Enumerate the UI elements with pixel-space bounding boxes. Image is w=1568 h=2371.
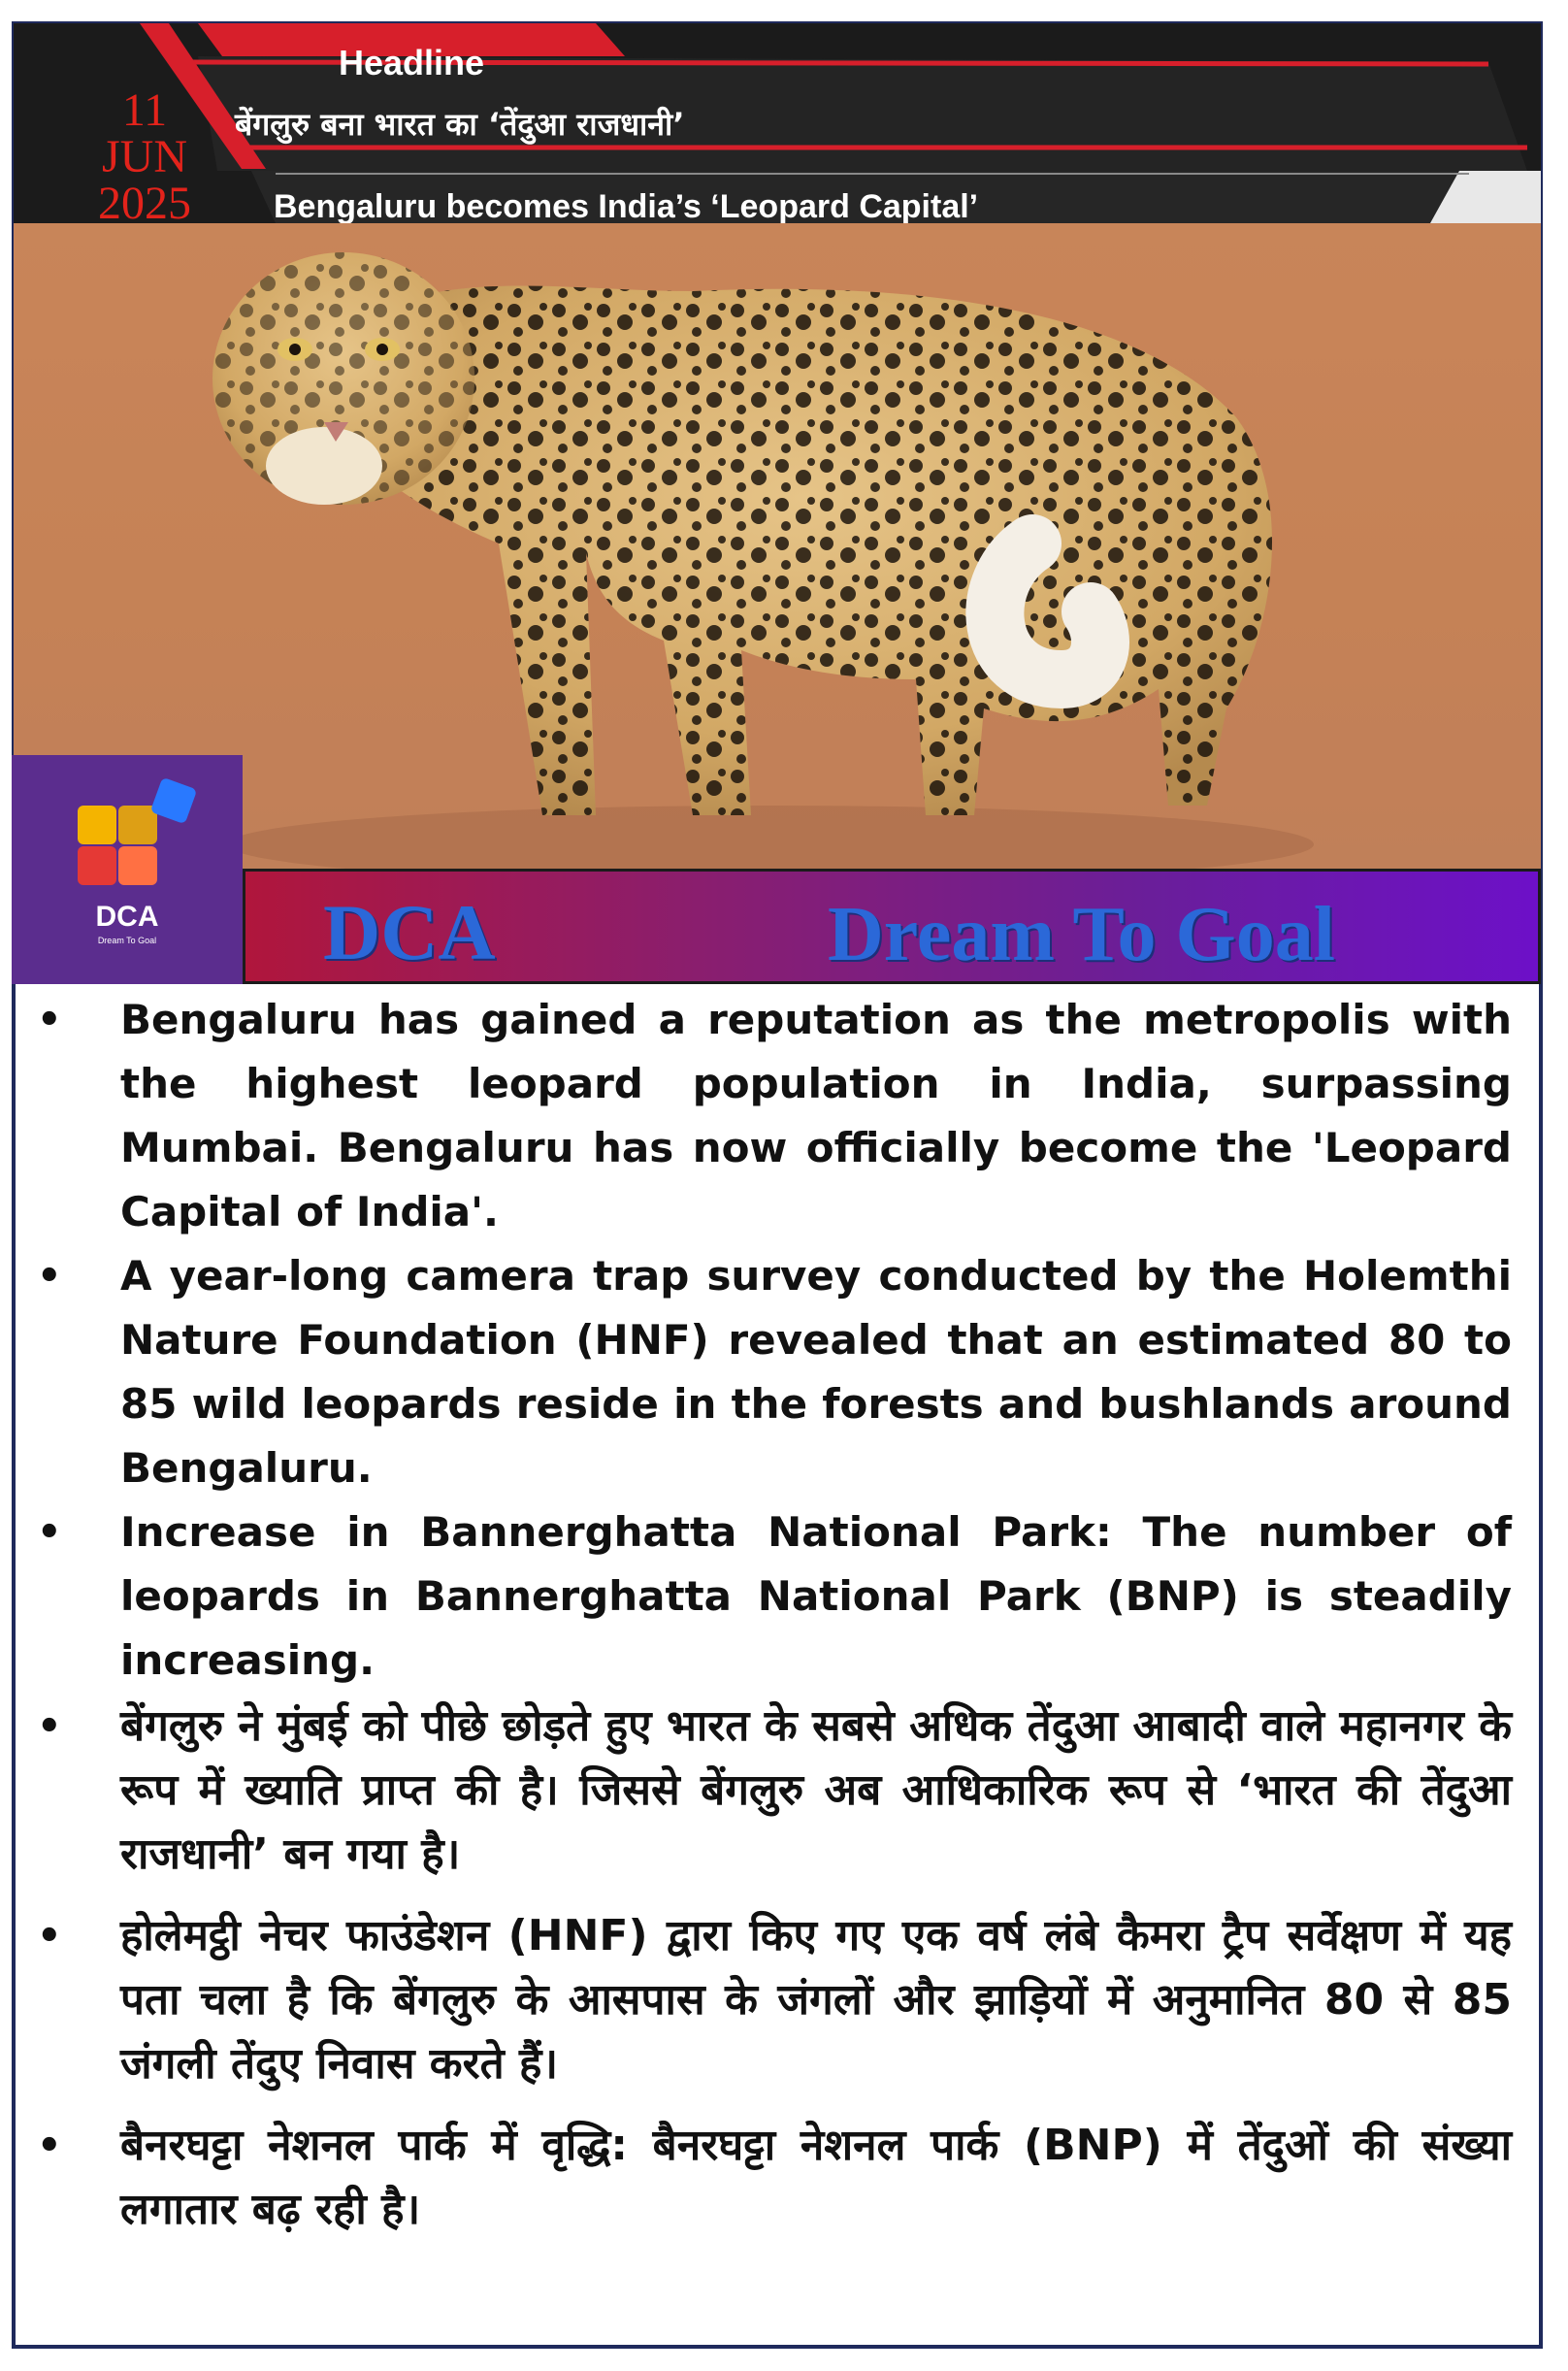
list-item: • A year-long camera trap survey conducted by the Holemthi Nature Foundation (HNF) revealed that an estimated 80 to 85 wild leopards reside in the forests and bushlands around Bengaluru. [27, 1244, 1512, 1500]
dca-logo-box [12, 755, 243, 984]
date-day: 11 [121, 84, 168, 136]
headline-english: Bengaluru becomes India’s ‘Leopard Capital’ [274, 188, 979, 223]
headline-hindi: बेंगलुरु बना भारत का ‘तेंदुआ राजधानी’ [235, 106, 685, 143]
date-year: 2025 [98, 178, 191, 223]
brand-bar [243, 869, 1541, 984]
bullet-icon: • [37, 998, 62, 1042]
list-item: • बेंगलुरु ने मुंबई को पीछे छोड़ते हुए भारत के सबसे अधिक तेंदुआ आबादी वाले महानगर के रूप में ख्याति प्राप्त की है। जिससे बेंगलुरु अब आधिकारिक रूप से ‘भारत की तेंदुआ राजधानी’ बन गया है। [27, 1695, 1512, 1887]
bullet-icon: • [37, 1254, 62, 1299]
key-points-list [27, 988, 1512, 2242]
brand-bar-slogan: Dream To Goal [828, 892, 1336, 977]
bullet-icon: • [37, 1510, 62, 1555]
headline-banner [14, 23, 1541, 223]
list-item: • होलेमट्ठी नेचर फाउंडेशन (HNF) द्वारा किए गए एक वर्ष लंबे कैमरा ट्रैप सर्वेक्षण में यह पता चला है कि बेंगलुरु के आसपास के जंगलों और झाड़ियों में अनुमानित 80 से 85 जंगली तेंदुए निवास करते हैं। [27, 1904, 1512, 2096]
puzzle-logo-icon [12, 755, 243, 901]
bullet-icon: • [37, 1914, 62, 1959]
leopard-illustration [14, 223, 1541, 869]
logo-text: DCA [95, 901, 159, 933]
brand-bar-dca: DCA [323, 888, 496, 976]
headline-tag: Headline [339, 43, 485, 82]
leopard-photo [14, 223, 1541, 869]
list-item: • बैनरघट्टा नेशनल पार्क में वृद्धि: बैनरघट्टा नेशनल पार्क (BNP) में तेंदुओं की संख्या लगातार बढ़ रही है। [27, 2114, 1512, 2242]
logo-subtitle: Dream To Goal [97, 936, 157, 945]
list-item: • Bengaluru has gained a reputation as the metropolis with the highest leopard population in India, surpassing Mumbai. Bengaluru has now officially become the 'Leopard Capital of India'. [27, 988, 1512, 1244]
bullet-icon: • [37, 2124, 62, 2168]
bullet-icon: • [37, 1704, 62, 1749]
list-item: • Increase in Bannerghatta National Park: The number of leopards in Bannerghatta National Park (BNP) is steadily increasing. [27, 1500, 1512, 1693]
date-stamp [72, 84, 217, 223]
date-month: JUN [101, 131, 187, 182]
